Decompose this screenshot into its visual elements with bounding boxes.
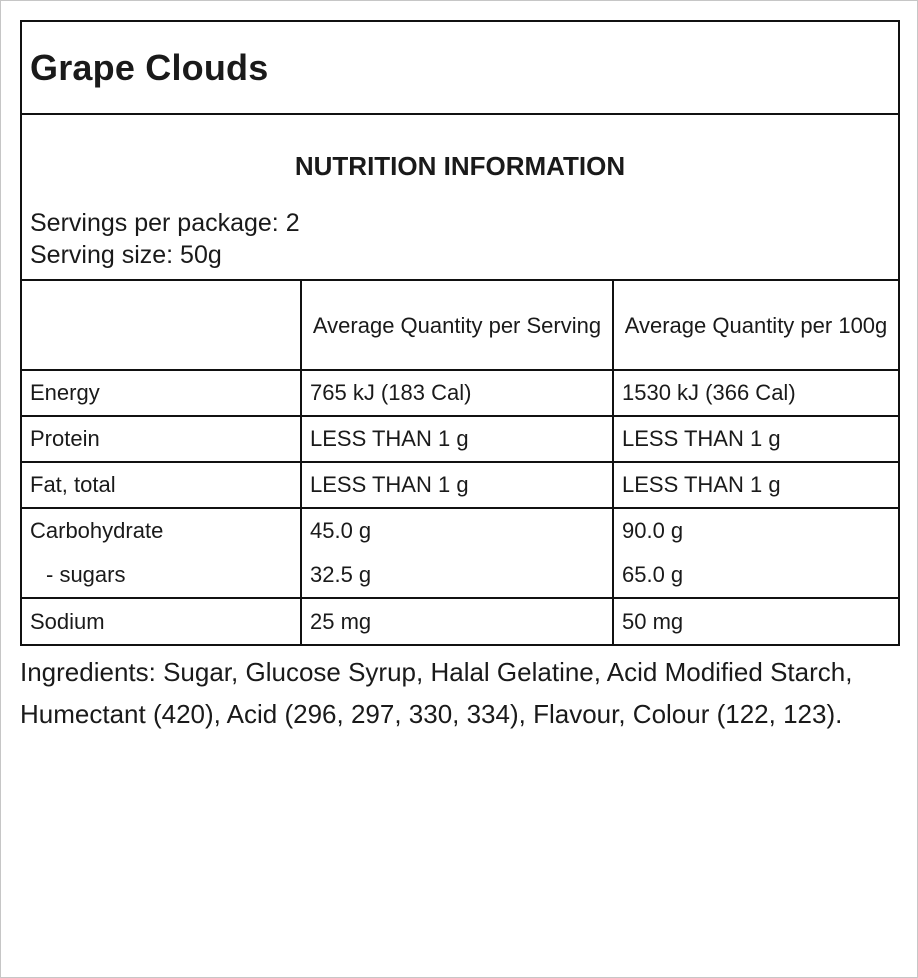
header-per-100g: Average Quantity per 100g <box>613 281 898 370</box>
table-header-row <box>22 281 898 370</box>
ingredients-text: Ingredients: Sugar, Glucose Syrup, Halal Gelatine, Acid Modified Starch, Humectant (420), Acid (296, 297, 330, 334), Flavour, Colour (122, 123). <box>20 657 853 729</box>
nutrition-info-block <box>22 115 898 281</box>
value-per-100g: 50 mg <box>613 598 898 644</box>
nutrient-name: Energy <box>22 370 301 416</box>
nutrition-heading: NUTRITION INFORMATION <box>294 151 626 181</box>
nutrient-name: Sodium <box>22 598 301 644</box>
table-row-energy <box>22 370 898 416</box>
value-per-serving: 25 mg <box>301 598 613 644</box>
value-per-100g: LESS THAN 1 g <box>613 462 898 508</box>
serving-details <box>30 207 300 271</box>
value-per-100g: 90.0 g <box>622 518 684 543</box>
value-per-100g-cell <box>613 508 898 598</box>
nutrient-name: Fat, total <box>22 462 301 508</box>
value-per-100g: LESS THAN 1 g <box>613 416 898 462</box>
table-row-sodium <box>22 598 898 644</box>
product-title: Grape Clouds <box>30 46 269 88</box>
sub-nutrient-name: - sugars <box>46 562 126 587</box>
serving-size: Serving size: 50g <box>30 241 222 269</box>
header-cell-empty <box>22 281 301 370</box>
nutrient-name: Protein <box>22 416 301 462</box>
sub-value-per-serving: 32.5 g <box>310 562 372 587</box>
value-per-serving: LESS THAN 1 g <box>301 416 613 462</box>
value-per-serving: 45.0 g <box>310 518 372 543</box>
table-row-protein <box>22 416 898 462</box>
title-row <box>22 22 898 115</box>
value-per-serving-cell <box>301 508 613 598</box>
nutrient-name: Carbohydrate <box>30 518 164 543</box>
nutrition-panel <box>20 20 900 646</box>
sub-value-per-100g: 65.0 g <box>622 562 684 587</box>
servings-per-package: Servings per package: 2 <box>30 209 300 237</box>
value-per-serving: 765 kJ (183 Cal) <box>301 370 613 416</box>
table-row-carbohydrate <box>22 508 898 598</box>
value-per-100g: 1530 kJ (366 Cal) <box>613 370 898 416</box>
nutrition-table <box>22 281 898 644</box>
nutrient-name-cell <box>22 508 301 598</box>
value-per-serving: LESS THAN 1 g <box>301 462 613 508</box>
table-row-fat <box>22 462 898 508</box>
header-per-serving: Average Quantity per Serving <box>301 281 613 370</box>
